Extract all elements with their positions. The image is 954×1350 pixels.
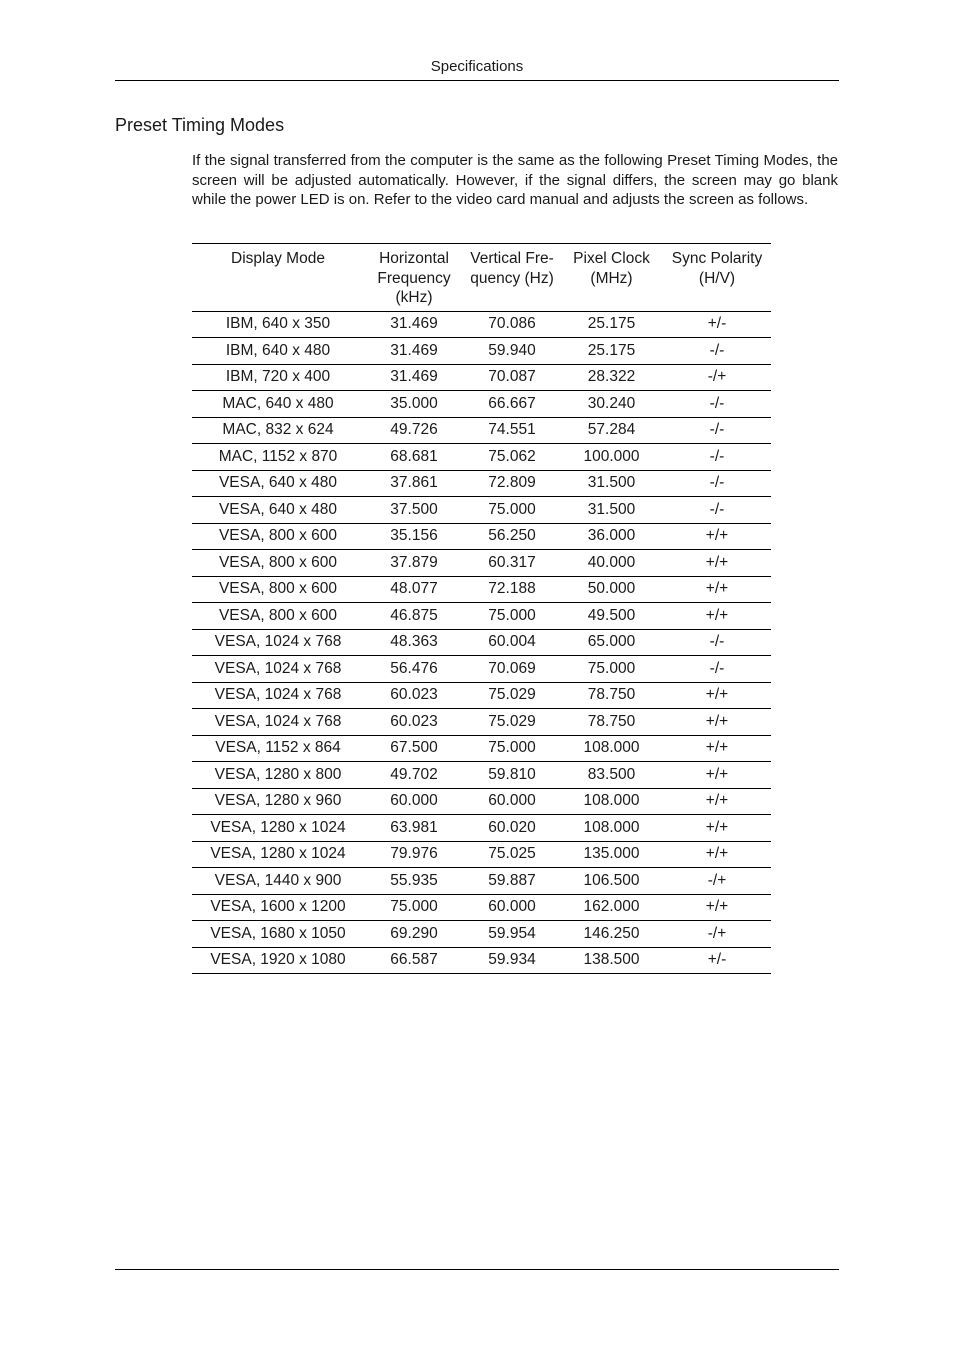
cell-sync-polarity: -/- xyxy=(663,656,771,683)
cell-pixel-clock: 36.000 xyxy=(560,523,663,550)
cell-horizontal-frequency: 60.000 xyxy=(364,788,464,815)
cell-pixel-clock: 83.500 xyxy=(560,762,663,789)
cell-sync-polarity: +/- xyxy=(663,947,771,974)
cell-sync-polarity: +/+ xyxy=(663,709,771,736)
cell-horizontal-frequency: 56.476 xyxy=(364,656,464,683)
table-row xyxy=(192,894,771,921)
cell-display-mode: VESA, 1024 x 768 xyxy=(192,709,364,736)
cell-pixel-clock: 25.175 xyxy=(560,311,663,338)
table-row xyxy=(192,338,771,365)
cell-horizontal-frequency: 49.702 xyxy=(364,762,464,789)
table-row xyxy=(192,841,771,868)
cell-vertical-frequency: 56.250 xyxy=(464,523,560,550)
cell-display-mode: MAC, 832 x 624 xyxy=(192,417,364,444)
table-row xyxy=(192,921,771,948)
cell-vertical-frequency: 75.000 xyxy=(464,603,560,630)
table-row xyxy=(192,364,771,391)
table-row xyxy=(192,709,771,736)
cell-pixel-clock: 162.000 xyxy=(560,894,663,921)
column-header-sync-polarity: Sync Polarity (H/V) xyxy=(671,250,763,287)
column-header-pixel-clock: Pixel Clock (MHz) xyxy=(573,250,650,287)
cell-sync-polarity: -/- xyxy=(663,470,771,497)
cell-pixel-clock: 31.500 xyxy=(560,470,663,497)
cell-pixel-clock: 31.500 xyxy=(560,497,663,524)
cell-pixel-clock: 78.750 xyxy=(560,682,663,709)
cell-horizontal-frequency: 48.077 xyxy=(364,576,464,603)
cell-sync-polarity: +/+ xyxy=(663,815,771,842)
cell-pixel-clock: 108.000 xyxy=(560,788,663,815)
cell-vertical-frequency: 60.004 xyxy=(464,629,560,656)
cell-vertical-frequency: 70.087 xyxy=(464,364,560,391)
column-header-display-mode: Display Mode xyxy=(231,250,325,267)
table-row xyxy=(192,603,771,630)
cell-sync-polarity: -/- xyxy=(663,497,771,524)
cell-vertical-frequency: 72.809 xyxy=(464,470,560,497)
cell-sync-polarity: -/- xyxy=(663,391,771,418)
cell-horizontal-frequency: 35.000 xyxy=(364,391,464,418)
cell-display-mode: VESA, 1280 x 960 xyxy=(192,788,364,815)
cell-pixel-clock: 28.322 xyxy=(560,364,663,391)
cell-horizontal-frequency: 31.469 xyxy=(364,364,464,391)
cell-display-mode: VESA, 1280 x 1024 xyxy=(192,841,364,868)
table-row xyxy=(192,523,771,550)
cell-sync-polarity: -/+ xyxy=(663,364,771,391)
cell-pixel-clock: 75.000 xyxy=(560,656,663,683)
cell-horizontal-frequency: 35.156 xyxy=(364,523,464,550)
cell-sync-polarity: +/+ xyxy=(663,682,771,709)
table-row xyxy=(192,868,771,895)
table-row xyxy=(192,629,771,656)
cell-vertical-frequency: 60.317 xyxy=(464,550,560,577)
cell-vertical-frequency: 60.000 xyxy=(464,894,560,921)
cell-display-mode: VESA, 1024 x 768 xyxy=(192,629,364,656)
cell-display-mode: IBM, 640 x 480 xyxy=(192,338,364,365)
table-header xyxy=(192,244,771,312)
cell-vertical-frequency: 59.954 xyxy=(464,921,560,948)
cell-sync-polarity: +/+ xyxy=(663,735,771,762)
cell-vertical-frequency: 70.069 xyxy=(464,656,560,683)
cell-horizontal-frequency: 49.726 xyxy=(364,417,464,444)
cell-sync-polarity: -/+ xyxy=(663,921,771,948)
cell-pixel-clock: 30.240 xyxy=(560,391,663,418)
column-header-vertical-frequency: Vertical Fre-quency (Hz) xyxy=(470,250,554,287)
cell-horizontal-frequency: 79.976 xyxy=(364,841,464,868)
cell-horizontal-frequency: 55.935 xyxy=(364,868,464,895)
cell-sync-polarity: +/+ xyxy=(663,788,771,815)
footer-rule xyxy=(115,1269,839,1270)
cell-display-mode: MAC, 640 x 480 xyxy=(192,391,364,418)
cell-display-mode: VESA, 1280 x 800 xyxy=(192,762,364,789)
cell-display-mode: VESA, 800 x 600 xyxy=(192,550,364,577)
table-row xyxy=(192,947,771,974)
cell-pixel-clock: 146.250 xyxy=(560,921,663,948)
cell-sync-polarity: -/- xyxy=(663,444,771,471)
preset-timing-table xyxy=(192,243,771,974)
cell-pixel-clock: 65.000 xyxy=(560,629,663,656)
cell-vertical-frequency: 66.667 xyxy=(464,391,560,418)
cell-horizontal-frequency: 60.023 xyxy=(364,709,464,736)
table-row xyxy=(192,311,771,338)
cell-sync-polarity: -/- xyxy=(663,417,771,444)
cell-vertical-frequency: 75.000 xyxy=(464,497,560,524)
cell-pixel-clock: 25.175 xyxy=(560,338,663,365)
cell-horizontal-frequency: 67.500 xyxy=(364,735,464,762)
table-row xyxy=(192,576,771,603)
section-title: Preset Timing Modes xyxy=(115,115,285,135)
cell-vertical-frequency: 75.062 xyxy=(464,444,560,471)
cell-pixel-clock: 135.000 xyxy=(560,841,663,868)
table-row xyxy=(192,391,771,418)
cell-display-mode: VESA, 1024 x 768 xyxy=(192,682,364,709)
cell-horizontal-frequency: 68.681 xyxy=(364,444,464,471)
cell-vertical-frequency: 75.025 xyxy=(464,841,560,868)
table-row xyxy=(192,656,771,683)
intro-paragraph: If the signal transferred from the computer is the same as the following Preset Timing Modes, the screen will be adjusted automatically. However, if the signal differs, the screen may go blank while the power LED is on. Refer to the video card manual and adjusts the screen as follows. xyxy=(192,152,838,208)
column-header-horizontal-frequency: Horizontal Frequency (kHz) xyxy=(377,250,451,306)
table-row xyxy=(192,815,771,842)
cell-pixel-clock: 106.500 xyxy=(560,868,663,895)
table-row xyxy=(192,735,771,762)
cell-sync-polarity: +/+ xyxy=(663,762,771,789)
table-row xyxy=(192,444,771,471)
cell-pixel-clock: 78.750 xyxy=(560,709,663,736)
cell-sync-polarity: -/- xyxy=(663,338,771,365)
cell-display-mode: VESA, 1024 x 768 xyxy=(192,656,364,683)
table-body xyxy=(192,311,771,974)
cell-display-mode: VESA, 800 x 600 xyxy=(192,576,364,603)
cell-horizontal-frequency: 75.000 xyxy=(364,894,464,921)
cell-display-mode: VESA, 800 x 600 xyxy=(192,603,364,630)
cell-vertical-frequency: 75.029 xyxy=(464,709,560,736)
table-row xyxy=(192,762,771,789)
cell-sync-polarity: +/+ xyxy=(663,523,771,550)
table-row xyxy=(192,788,771,815)
cell-pixel-clock: 108.000 xyxy=(560,815,663,842)
cell-horizontal-frequency: 37.500 xyxy=(364,497,464,524)
cell-pixel-clock: 50.000 xyxy=(560,576,663,603)
cell-display-mode: VESA, 1600 x 1200 xyxy=(192,894,364,921)
cell-horizontal-frequency: 37.879 xyxy=(364,550,464,577)
cell-display-mode: VESA, 1680 x 1050 xyxy=(192,921,364,948)
cell-pixel-clock: 49.500 xyxy=(560,603,663,630)
cell-horizontal-frequency: 31.469 xyxy=(364,311,464,338)
cell-display-mode: MAC, 1152 x 870 xyxy=(192,444,364,471)
cell-horizontal-frequency: 60.023 xyxy=(364,682,464,709)
table-row xyxy=(192,682,771,709)
cell-sync-polarity: +/+ xyxy=(663,550,771,577)
table-row xyxy=(192,497,771,524)
cell-pixel-clock: 40.000 xyxy=(560,550,663,577)
cell-horizontal-frequency: 48.363 xyxy=(364,629,464,656)
table-row xyxy=(192,417,771,444)
cell-vertical-frequency: 59.940 xyxy=(464,338,560,365)
running-header: Specifications xyxy=(430,58,524,75)
cell-pixel-clock: 100.000 xyxy=(560,444,663,471)
cell-vertical-frequency: 60.020 xyxy=(464,815,560,842)
cell-display-mode: VESA, 800 x 600 xyxy=(192,523,364,550)
cell-horizontal-frequency: 63.981 xyxy=(364,815,464,842)
cell-sync-polarity: -/+ xyxy=(663,868,771,895)
cell-sync-polarity: +/- xyxy=(663,311,771,338)
cell-sync-polarity: +/+ xyxy=(663,841,771,868)
cell-display-mode: IBM, 640 x 350 xyxy=(192,311,364,338)
cell-display-mode: VESA, 1152 x 864 xyxy=(192,735,364,762)
cell-vertical-frequency: 75.000 xyxy=(464,735,560,762)
cell-vertical-frequency: 59.934 xyxy=(464,947,560,974)
table-row xyxy=(192,550,771,577)
cell-vertical-frequency: 72.188 xyxy=(464,576,560,603)
cell-horizontal-frequency: 66.587 xyxy=(364,947,464,974)
cell-vertical-frequency: 74.551 xyxy=(464,417,560,444)
cell-display-mode: IBM, 720 x 400 xyxy=(192,364,364,391)
cell-vertical-frequency: 59.887 xyxy=(464,868,560,895)
cell-vertical-frequency: 59.810 xyxy=(464,762,560,789)
cell-vertical-frequency: 75.029 xyxy=(464,682,560,709)
cell-horizontal-frequency: 46.875 xyxy=(364,603,464,630)
cell-display-mode: VESA, 1920 x 1080 xyxy=(192,947,364,974)
cell-vertical-frequency: 70.086 xyxy=(464,311,560,338)
cell-display-mode: VESA, 640 x 480 xyxy=(192,470,364,497)
cell-horizontal-frequency: 69.290 xyxy=(364,921,464,948)
cell-vertical-frequency: 60.000 xyxy=(464,788,560,815)
cell-display-mode: VESA, 1440 x 900 xyxy=(192,868,364,895)
cell-horizontal-frequency: 37.861 xyxy=(364,470,464,497)
cell-display-mode: VESA, 1280 x 1024 xyxy=(192,815,364,842)
cell-pixel-clock: 57.284 xyxy=(560,417,663,444)
cell-display-mode: VESA, 640 x 480 xyxy=(192,497,364,524)
cell-sync-polarity: -/- xyxy=(663,629,771,656)
header-rule xyxy=(115,80,839,81)
table-row xyxy=(192,470,771,497)
cell-pixel-clock: 108.000 xyxy=(560,735,663,762)
cell-sync-polarity: +/+ xyxy=(663,576,771,603)
cell-pixel-clock: 138.500 xyxy=(560,947,663,974)
cell-horizontal-frequency: 31.469 xyxy=(364,338,464,365)
cell-sync-polarity: +/+ xyxy=(663,894,771,921)
cell-sync-polarity: +/+ xyxy=(663,603,771,630)
